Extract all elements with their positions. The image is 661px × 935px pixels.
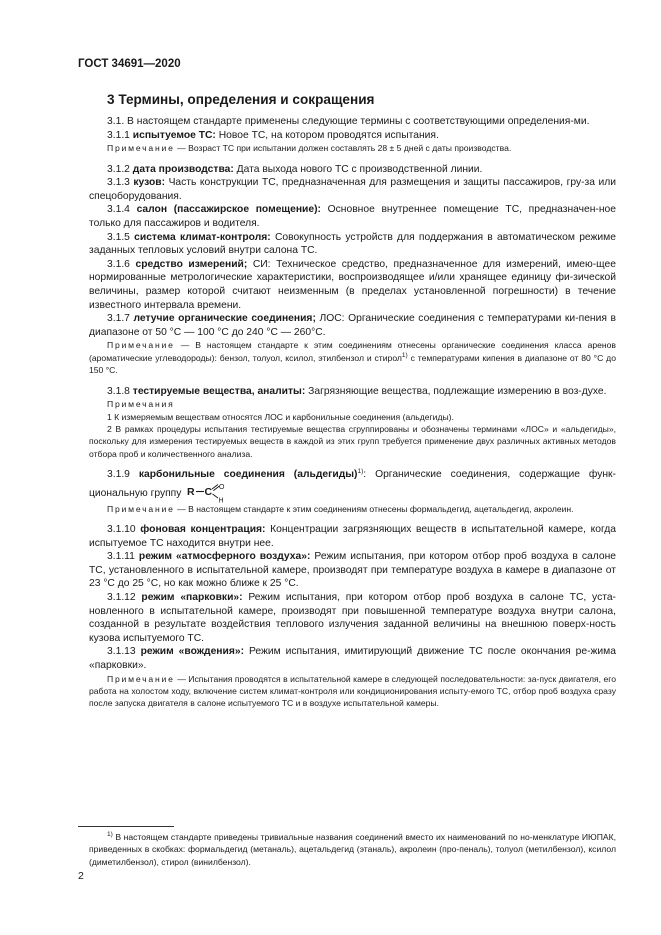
term-number: 3.1.11 (107, 551, 135, 563)
note-1 (89, 142, 616, 154)
footnote-separator (78, 826, 174, 827)
term-definition: Совокупность устройств для поддержания в автоматическом режиме заданных тепловых условий внутри салона ТС. (89, 231, 616, 257)
term-number: 3.1.7 (107, 313, 130, 325)
term-number: 3.1.3 (107, 177, 130, 189)
page-body (89, 115, 616, 710)
formula-c: C (204, 485, 213, 498)
term-number: 3.1.1 (107, 129, 130, 141)
note-text-cont: с температурами кипения в диапазоне от 80 °С до 150 °С. (89, 352, 616, 376)
formula-r: R (187, 485, 195, 498)
term-name: летучие органические соединения; (133, 313, 316, 325)
term-number: 3.1.2 (107, 163, 130, 175)
term-name: кузов: (133, 177, 166, 189)
footnote-mark: 1) (107, 831, 113, 838)
note-3-item-1: 1 К измеряемым веществам относятся ЛОС и карбонильные соединения (альдегиды). (107, 411, 454, 422)
term-number: 3.1.4 (107, 204, 130, 216)
term-3-1-11 (89, 550, 616, 591)
note-3-item-2: 2 В рамках процедуры испытания тестируемые вещества сгруппированы и обозначены терминами «ЛОС» и «альдегиды», поскольку для измерения тестируемых веществ в каждой из этих групп требуется применение двух различных активных методов отбора проб и количественного анализа. (89, 423, 616, 459)
carbonyl-formula-diagram (187, 483, 231, 503)
term-3-1-4 (89, 203, 616, 230)
term-name: испытуемое ТС: (132, 129, 216, 141)
term-name: салон (пассажирское помещение): (136, 204, 321, 216)
formula-bond-ch (213, 494, 219, 498)
term-name: средство измерений; (135, 258, 248, 270)
term-number: 3.1.10 (107, 524, 136, 536)
term-3-1-8 (89, 385, 616, 399)
note-text: — Возраст ТС при испытании должен составлять 28 ± 5 дней с даты производства. (177, 143, 512, 154)
term-definition: Часть конструкции ТС, предназначенная для размещения и защиты пассажиров, гру-за или спецоборудования. (89, 177, 616, 202)
term-3-1-13 (89, 645, 616, 672)
section-title: 3 Термины, определения и сокращения (107, 92, 375, 107)
note-text: — Испытания проводятся в испытательной камере в следующей последовательности: за-пуск двигателя, его работа на холостом ходу, включение систем климат-контроля или кондиционирования испыту-емого ТС, отбор проб воздуха сразу после запуска двигателя в салоне испытуемого ТС и в воздухе испытательной камеры. (89, 673, 617, 709)
term-name: дата производства: (132, 163, 234, 175)
term-3-1-12 (89, 591, 616, 645)
footnote (89, 831, 616, 868)
document-code: ГОСТ 34691—2020 (78, 58, 181, 70)
term-definition: Режим испытания, при котором отбор проб воздуха в салоне ТС, установленного в испытательной камере, производят при температуре воздуха в камере в диапазоне от 23 °С до 25 °С, но как можно ближе к 25 °С. (89, 551, 616, 590)
formula-double-bond-1 (212, 484, 218, 489)
note-5 (89, 673, 616, 710)
term-definition: Режим испытания, имитирующий движение ТС после окончания ре-жима «парковки». (89, 646, 616, 671)
formula-o: O (219, 483, 225, 491)
note-4 (89, 503, 616, 515)
term-3-1-9 (89, 468, 616, 503)
term-definition: Загрязняющие вещества, подлежащие измерению в воз-духе. (308, 385, 607, 397)
term-definition: Новое ТС, на котором проводятся испытания. (218, 129, 439, 141)
note-label: Примечание (107, 503, 175, 514)
footnote-paragraph (89, 831, 616, 868)
note-2 (89, 339, 616, 376)
term-3-1-10 (89, 523, 616, 550)
note-text: — В настоящем стандарте к этим соединениям отнесены формальдегид, ацетальдегид, акролеин. (177, 503, 574, 514)
term-number: 3.1.5 (107, 231, 130, 243)
term-definition: СИ: Техническое средство, предназначенное для измерений, имею-щее нормированные метрологические характеристики, воспроизводящее и/или хранящее единицу фи-зической величины, размер которой считают неизменным (в пределах установленной погрешности) в течение известного интервала времени. (89, 258, 616, 311)
term-name: фоновая концентрация: (140, 524, 266, 536)
note-label: Примечание (107, 143, 175, 154)
term-definition: Концентрации загрязняющих веществ в испытательной камере, когда испытуемое ТС находится внутри нее. (89, 524, 616, 549)
term-number: 3.1.13 (107, 646, 136, 658)
term-definition: Основное внутреннее помещение ТС, предназначен-ное только для пассажиров и водителя. (89, 204, 617, 229)
term-3-1-7 (89, 312, 616, 339)
term-number: 3.1.9 (107, 469, 130, 481)
term-name: карбонильные соединения (альдегиды) (138, 469, 358, 481)
note-label: Примечание (107, 673, 175, 684)
footnote-ref: 1) (357, 468, 364, 476)
intro-paragraph: 3.1. В настоящем стандарте применены следующие термины с соответствующими определения-ми. (107, 116, 590, 127)
footnote-ref: 1) (401, 351, 408, 359)
footnote-text: В настоящем стандарте приведены тривиальные названия соединений вместо их наименований по но-менклатуре ИЮПАК, приведенных в скобках: формальдегид (метаналь), ацетальдегид (этаналь), акролеин (про-пеналь), толуол (метилбензол), ксилол (диметилбензол), стирол (винилбензол). (89, 832, 616, 867)
term-number: 3.1.8 (107, 385, 130, 397)
term-name: система климат-контроля: (134, 231, 271, 243)
term-3-1-1 (89, 129, 616, 143)
formula-h: H (218, 497, 224, 503)
term-definition: Дата выхода нового ТС с производственной линии. (236, 163, 483, 175)
term-3-1-2 (89, 163, 616, 177)
term-number: 3.1.6 (107, 258, 130, 270)
term-definition: : Органические соединения, содержащие функ-циональную группу (89, 469, 616, 499)
term-name: режим «парковки»: (141, 592, 243, 604)
note-label: Примечание (107, 340, 175, 351)
term-number: 3.1.12 (107, 592, 136, 604)
term-3-1-5 (89, 231, 616, 258)
term-name: режим «вождения»: (140, 646, 245, 658)
term-definition: ЛОС: Органические соединения с температурами ки-пения в диапазоне от 50 °С — 100 °С до 240 °С — 260°С. (89, 313, 616, 338)
term-name: режим «атмосферного воздуха»: (138, 551, 311, 563)
term-3-1-3 (89, 176, 616, 203)
page-number: 2 (78, 870, 84, 882)
term-name: тестируемые вещества, аналиты: (132, 385, 306, 397)
term-3-1-6 (89, 258, 616, 312)
note-text: — В настоящем стандарте к этим соединениям отнесены органические соединения класса аренов (ароматические углеводороды): бензол, толуол, ксилол, этилбензол и стирол (89, 340, 616, 363)
notes-heading: Примечания (107, 399, 175, 410)
term-definition: Режим испытания, при котором отбор проб воздуха в салоне ТС, уста-новленного в испытательной камере, производят при повышенной температуре воздуха внутри салона, созданной в результате воздействия теплового излучения заданной величины на внешнюю поверх-ность кузова испытуемого ТС. (89, 592, 616, 644)
